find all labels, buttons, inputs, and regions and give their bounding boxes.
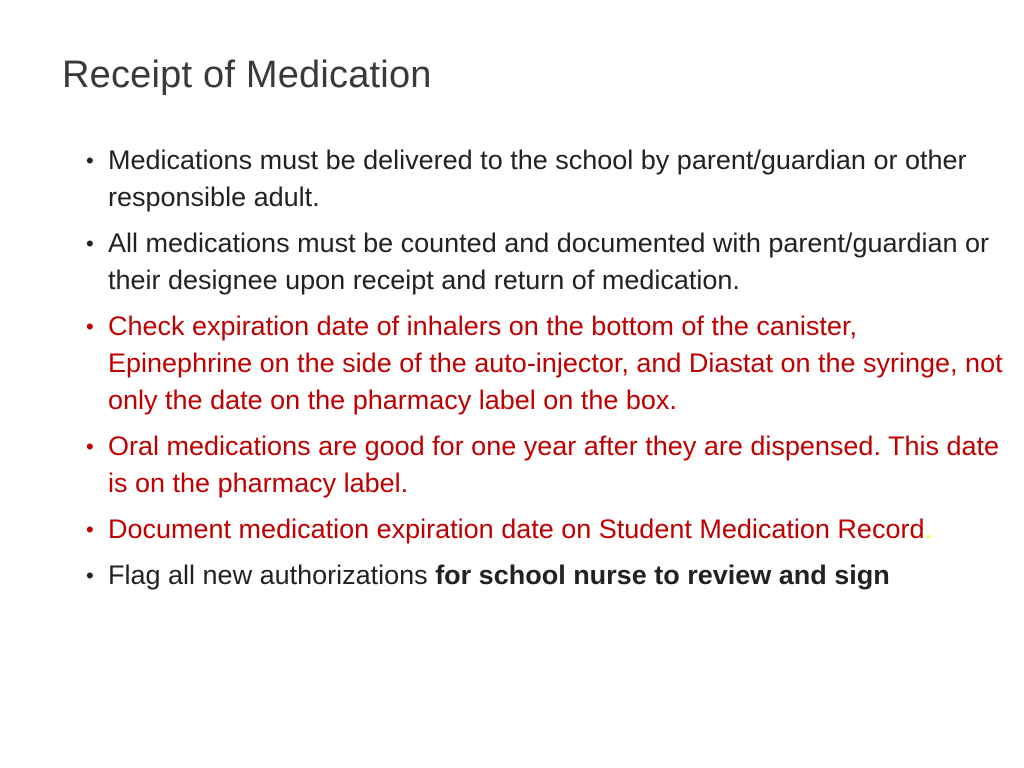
bullet-text: Check expiration date of inhalers on the bottom of the canister, Epinephrine on the side of the auto-injector, and Diastat on the syringe, not only the date on the pharmacy label on the box.: [108, 311, 1003, 415]
bullet-dot-icon: •: [86, 314, 94, 339]
bullet-item-delivery: [86, 142, 1006, 216]
bullet-item-document-expiration: [86, 511, 1006, 548]
bullet-dot-icon: •: [86, 148, 94, 173]
bullet-text: Document medication expiration date on Student Medication Record: [108, 514, 925, 544]
bullet-bold-text: for school nurse to review and sign: [435, 560, 890, 590]
bullet-item-oral-medications: [86, 428, 1006, 502]
slide-title: Receipt of Medication: [62, 54, 432, 96]
bullet-item-flag-authorizations: [86, 557, 1006, 594]
bullet-list: [86, 142, 1006, 603]
bullet-text: Oral medications are good for one year after they are dispensed. This date is on the pharmacy label.: [108, 431, 1000, 498]
bullet-dot-icon: •: [86, 563, 94, 588]
bullet-accent-period: .: [924, 514, 932, 544]
bullet-dot-icon: •: [86, 231, 94, 256]
bullet-item-expiration-check: [86, 308, 1006, 419]
bullet-text: Medications must be delivered to the school by parent/guardian or other responsible adult.: [108, 145, 967, 212]
bullet-text: All medications must be counted and documented with parent/guardian or their designee upon receipt and return of medication.: [108, 228, 990, 295]
bullet-text: Flag all new authorizations: [108, 560, 436, 590]
bullet-item-counting: [86, 225, 1006, 299]
bullet-dot-icon: •: [86, 517, 94, 542]
bullet-dot-icon: •: [86, 434, 94, 459]
